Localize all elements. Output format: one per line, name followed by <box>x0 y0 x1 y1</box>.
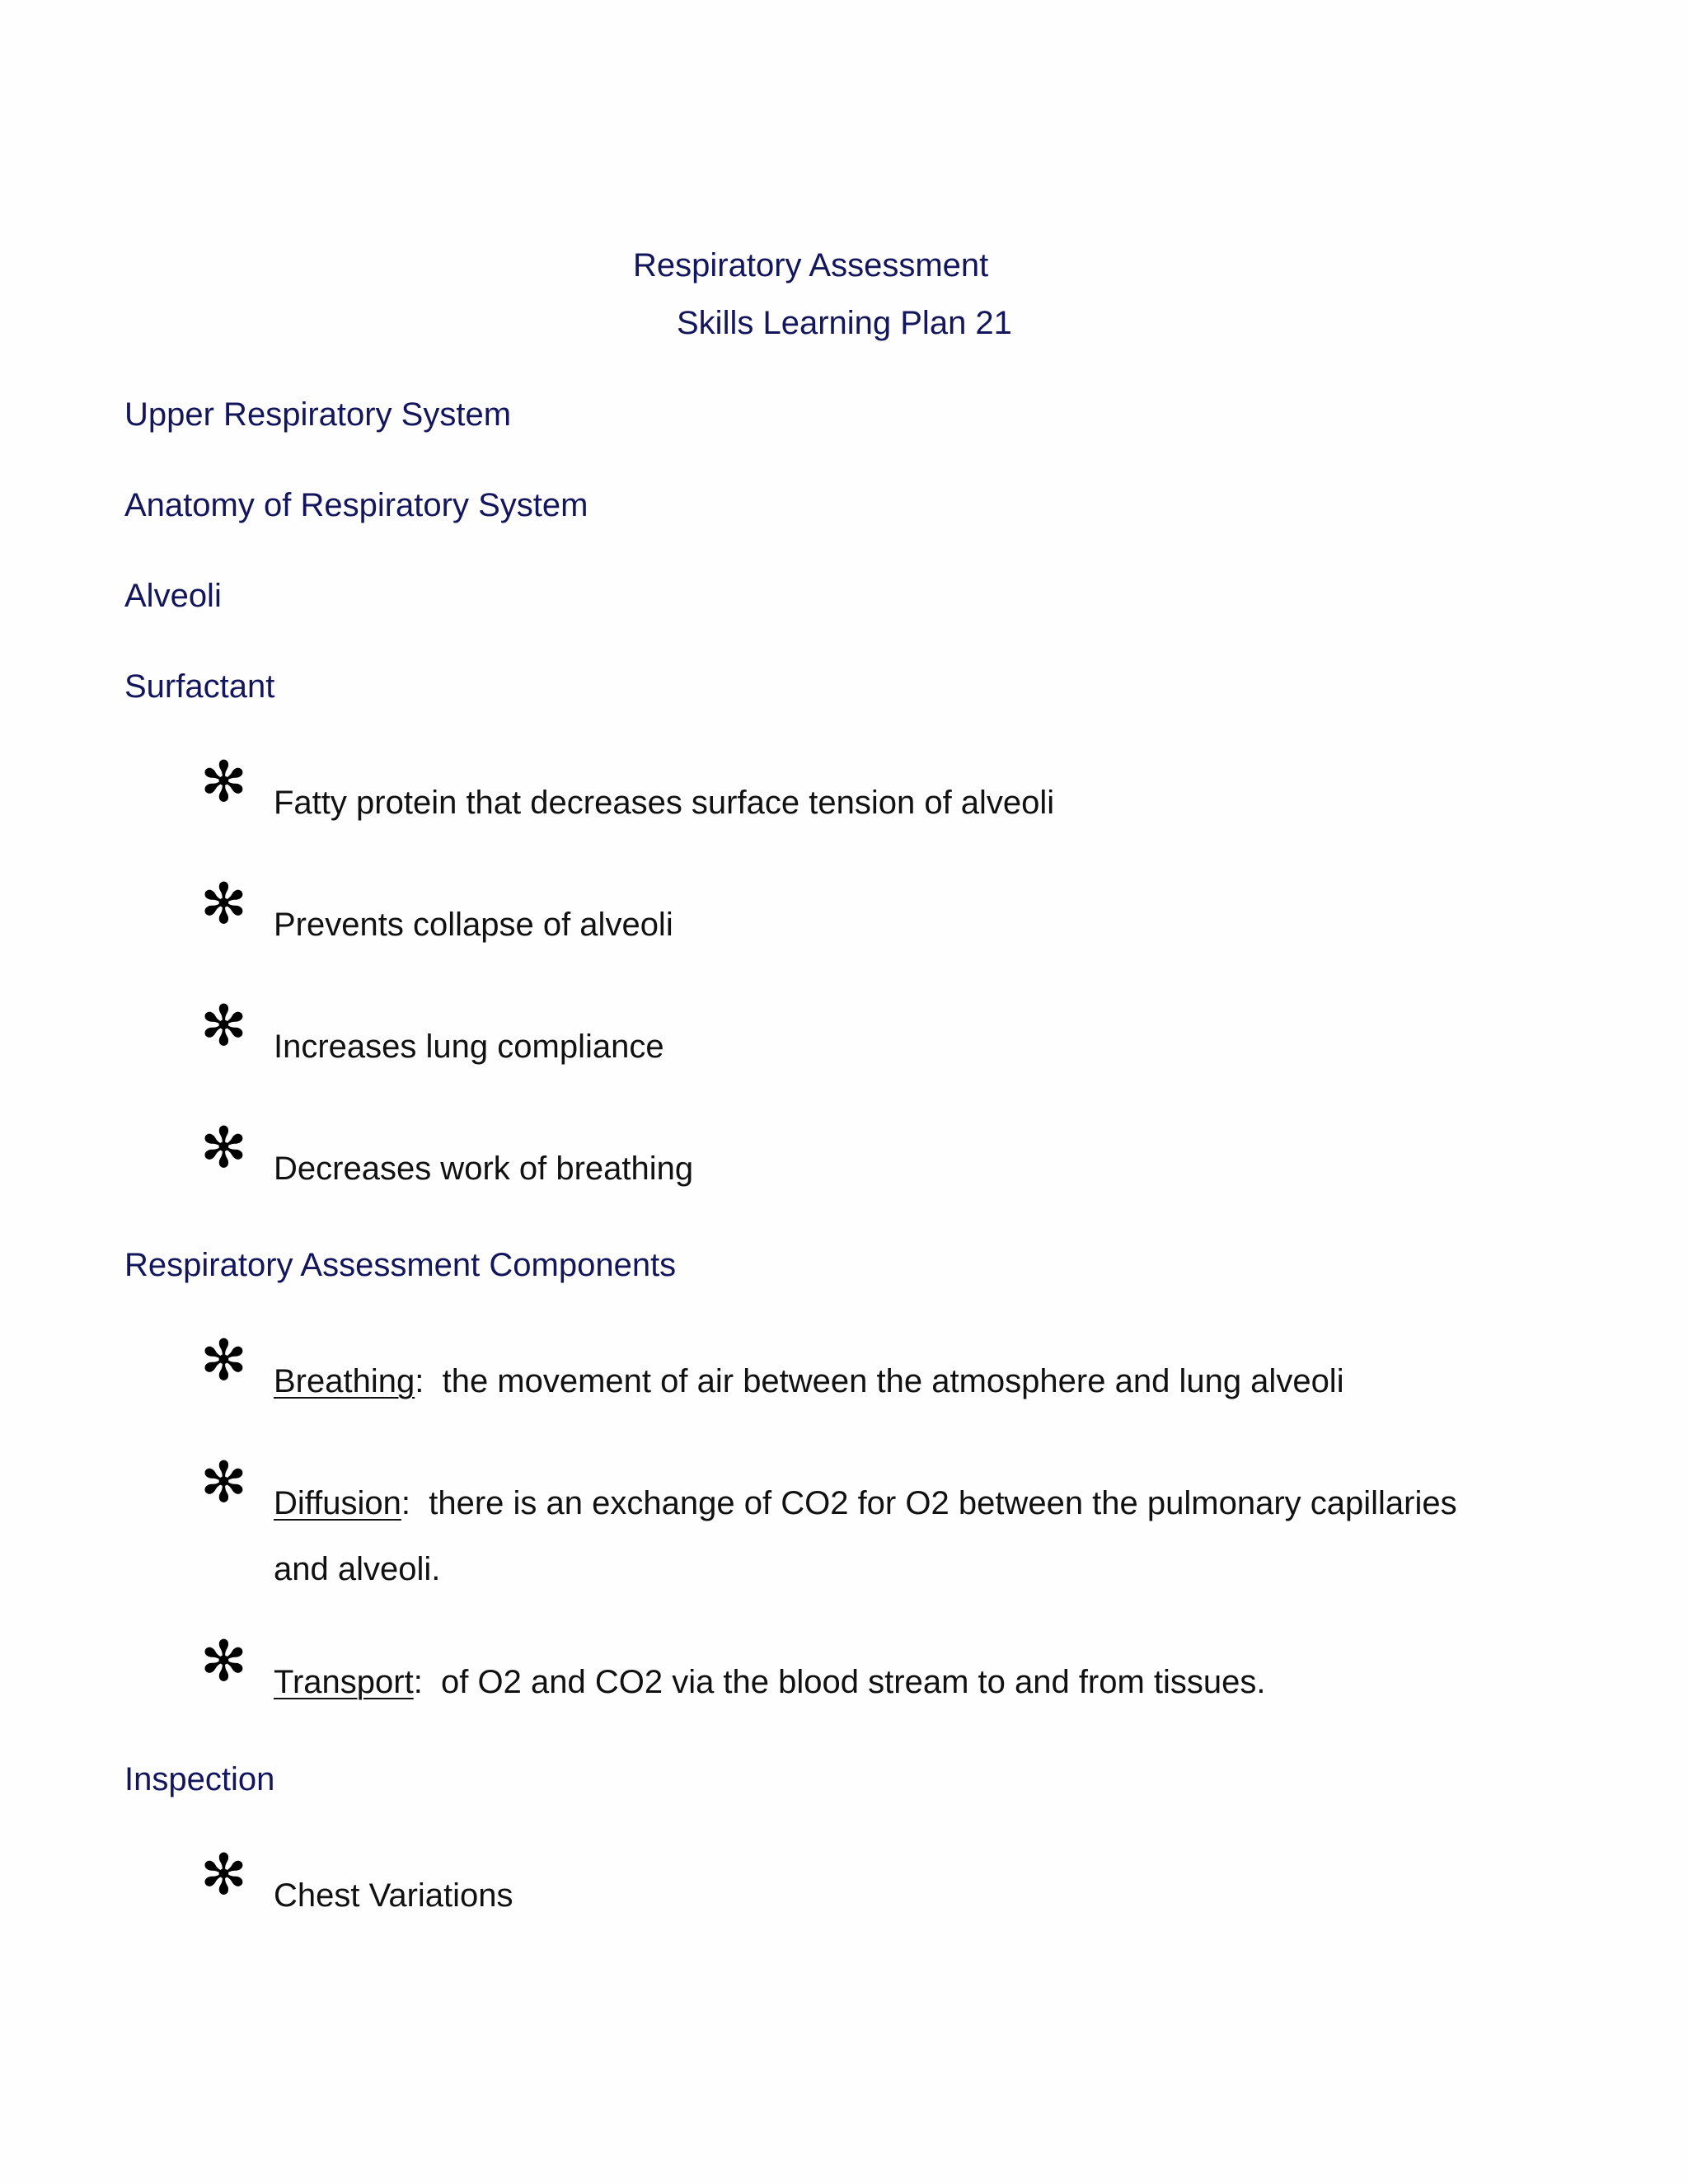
heading-surfactant: Surfactant <box>124 668 275 705</box>
component-description: of O2 and CO2 via the blood stream to and from tissues. <box>441 1664 1266 1700</box>
term-transport: Transport <box>274 1664 414 1700</box>
bullet-asterisk-icon: ✻ <box>200 1329 247 1394</box>
inspection-item: Chest Variations <box>274 1877 513 1914</box>
term-breathing: Breathing <box>274 1363 415 1399</box>
term-separator: : <box>413 1664 442 1700</box>
heading-assessment-components: Respiratory Assessment Components <box>124 1247 677 1283</box>
term-separator: : <box>415 1363 443 1399</box>
surfactant-item: Increases lung compliance <box>274 1029 664 1065</box>
heading-upper-respiratory: Upper Respiratory System <box>124 396 512 433</box>
heading-inspection: Inspection <box>124 1761 275 1797</box>
component-item-transport <box>274 1664 1266 1701</box>
bullet-asterisk-icon: ✻ <box>200 1116 247 1181</box>
surfactant-item: Fatty protein that decreases surface tension of alveoli <box>274 785 1055 821</box>
term-separator: : <box>401 1485 429 1521</box>
bullet-asterisk-icon: ✻ <box>200 1629 247 1694</box>
heading-anatomy: Anatomy of Respiratory System <box>124 487 588 523</box>
component-item-breathing <box>274 1363 1344 1400</box>
component-description: the movement of air between the atmosphere and lung alveoli <box>442 1363 1344 1399</box>
component-description: there is an exchange of CO2 for O2 between the pulmonary capillaries <box>429 1485 1457 1521</box>
component-item-diffusion <box>274 1485 1457 1522</box>
bullet-asterisk-icon: ✻ <box>200 1843 247 1908</box>
bullet-asterisk-icon: ✻ <box>200 872 247 937</box>
bullet-asterisk-icon: ✻ <box>200 750 247 815</box>
term-diffusion: Diffusion <box>274 1485 401 1521</box>
document-subtitle: Skills Learning Plan 21 <box>677 305 1012 341</box>
bullet-asterisk-icon: ✻ <box>200 1451 247 1516</box>
component-description-continued: and alveoli. <box>274 1551 441 1587</box>
heading-alveoli: Alveoli <box>124 578 222 614</box>
surfactant-item: Decreases work of breathing <box>274 1151 694 1187</box>
document-title: Respiratory Assessment <box>633 247 989 284</box>
bullet-asterisk-icon: ✻ <box>200 994 247 1059</box>
surfactant-item: Prevents collapse of alveoli <box>274 907 673 943</box>
